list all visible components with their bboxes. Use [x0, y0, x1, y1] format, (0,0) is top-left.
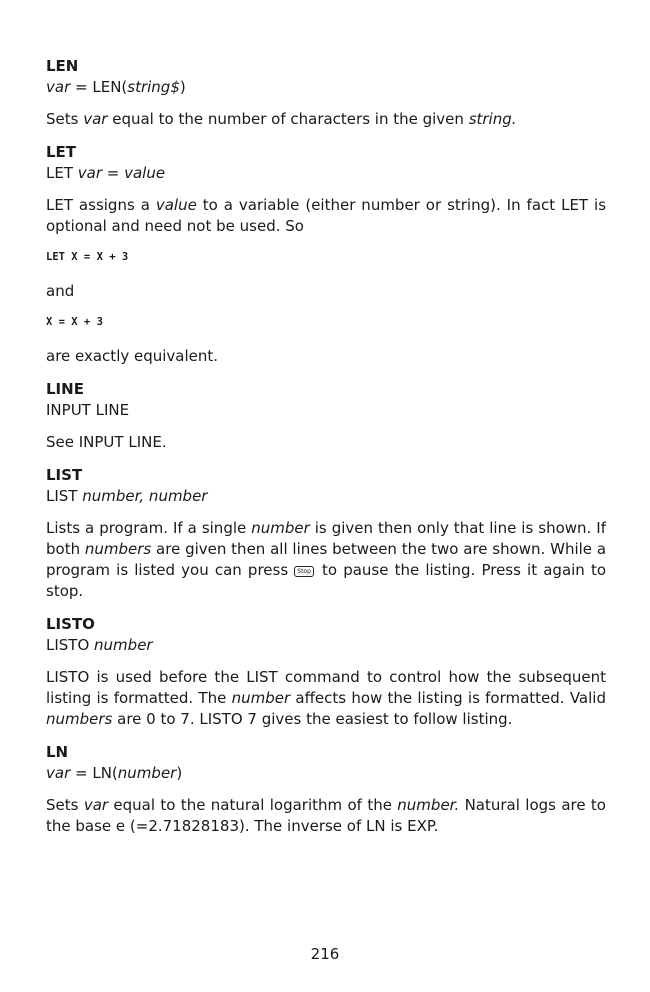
- code-example-2: X = X + 3: [46, 316, 103, 328]
- entry-heading-list: LIST: [46, 466, 83, 484]
- description-len: Sets var equal to the number of characters in the given string.: [46, 110, 517, 128]
- entry-len: [46, 56, 606, 130]
- stop-key-icon: Stop: [294, 566, 314, 577]
- connector-text: and: [46, 282, 75, 300]
- syntax-len: var = LEN(string$): [46, 78, 186, 96]
- entry-list: [46, 465, 606, 602]
- entry-heading-let: LET: [46, 143, 77, 161]
- syntax-ln: var = LN(number): [46, 764, 183, 782]
- entry-heading-len: LEN: [46, 57, 79, 75]
- entry-heading-line: LINE: [46, 380, 84, 398]
- description-list: Lists a program. If a single number is given then only that line is shown. If both numbers are given then all lines between the two are shown. While a program is listed you can press Stop to pause the listing. Press it again to stop.: [46, 519, 607, 600]
- entry-ln: [46, 742, 606, 837]
- entry-listo: [46, 614, 606, 730]
- code-example-1: LET X = X + 3: [46, 251, 129, 263]
- description-let: LET assigns a value to a variable (either number or string). In fact LET is optional and need not be used. So: [46, 196, 607, 235]
- page-body: [46, 56, 606, 849]
- description-listo: LISTO is used before the LIST command to control how the subsequent listing is formatted. The number affects how the listing is formatted. Valid numbers are 0 to 7. LISTO 7 gives the easiest to follow listing.: [46, 668, 606, 728]
- equivalence-note: are exactly equivalent.: [46, 347, 219, 365]
- page-number: 216: [310, 945, 340, 963]
- entry-line: [46, 379, 606, 453]
- entry-let: [46, 142, 606, 367]
- entry-heading-ln: LN: [46, 743, 69, 761]
- entry-heading-listo: LISTO: [46, 615, 95, 633]
- description-line: See INPUT LINE.: [46, 433, 167, 451]
- syntax-line: INPUT LINE: [46, 401, 130, 419]
- syntax-let: LET var = value: [46, 164, 166, 182]
- description-ln: Sets var equal to the natural logarithm of the number. Natural logs are to the base e (=2.71828183). The inverse of LN is EXP.: [46, 796, 606, 835]
- syntax-listo: LISTO number: [46, 636, 153, 654]
- syntax-list: LIST number, number: [46, 487, 208, 505]
